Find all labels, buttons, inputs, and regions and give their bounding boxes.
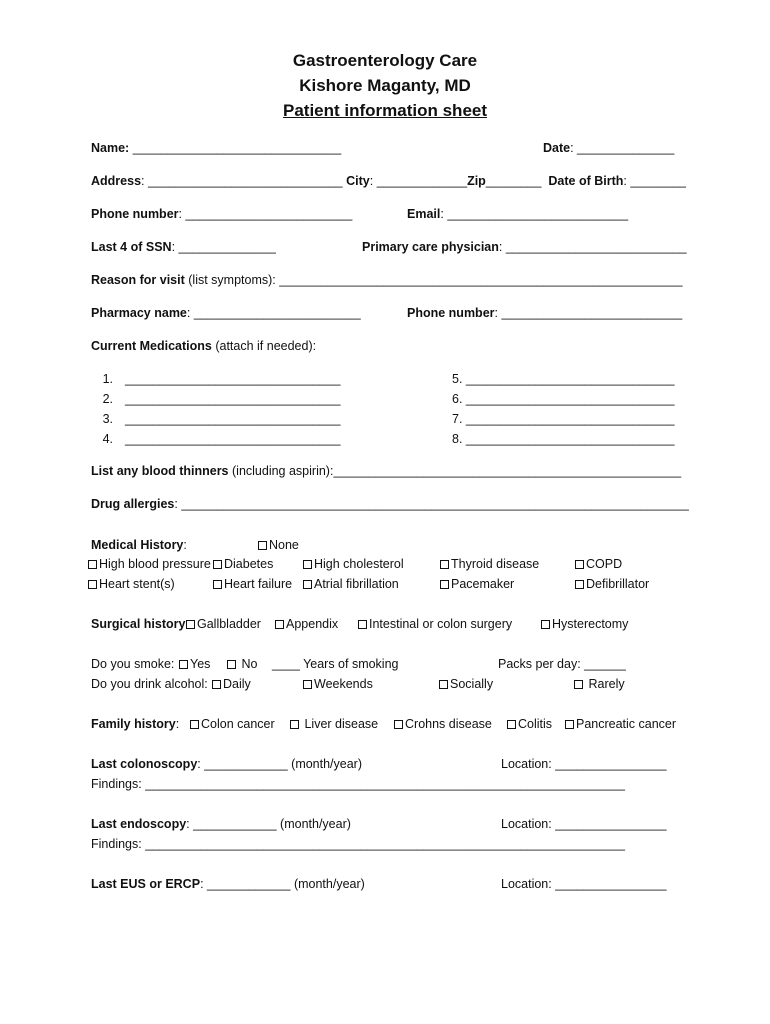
surgical-history-label: Surgical history (91, 617, 186, 631)
pcp-field[interactable]: Primary care physician: __________________________ (362, 240, 687, 254)
family-crohns-disease[interactable]: Crohns disease (394, 716, 492, 732)
eus-ercp-location-field[interactable]: Location: ________________ (501, 877, 667, 891)
colonoscopy-field[interactable]: Last colonoscopy: ____________ (month/year) (91, 757, 363, 771)
medical-heart-stents[interactable]: Heart stent(s) (88, 576, 175, 592)
city-label: City (346, 174, 370, 188)
date-field[interactable]: Date: ______________ (543, 141, 675, 155)
medication-line-5[interactable]: 5. ______________________________ (452, 372, 675, 386)
checkbox-icon[interactable] (541, 620, 550, 629)
checkbox-icon[interactable] (88, 560, 97, 569)
drug-allergies-label: Drug allergies (91, 497, 175, 511)
checkbox-icon[interactable] (227, 660, 236, 669)
drink-socially-checkbox[interactable]: Socially (439, 676, 493, 692)
reason-field[interactable]: Reason for visit (list symptoms): __________________________________________________________ (91, 273, 683, 287)
colonoscopy-location-field[interactable]: Location: ________________ (501, 757, 667, 771)
checkbox-icon[interactable] (258, 541, 267, 550)
checkbox-icon[interactable] (358, 620, 367, 629)
medications-label: Current Medications (91, 339, 212, 353)
drink-weekends-checkbox[interactable]: Weekends (303, 676, 373, 692)
medications-heading (91, 338, 316, 354)
medication-line-3[interactable]: 3. _______________________________ (102, 412, 341, 426)
medical-defibrillator[interactable]: Defibrillator (575, 576, 649, 592)
checkbox-icon[interactable] (507, 720, 516, 729)
checkbox-icon[interactable] (565, 720, 574, 729)
medication-line-7[interactable]: 7. ______________________________ (452, 412, 675, 426)
medication-line-6[interactable]: 6. ______________________________ (452, 392, 675, 406)
drug-allergies-input-line[interactable]: _________________________________________________________________________ (181, 497, 689, 511)
eus-ercp-label: Last EUS or ERCP (91, 877, 201, 891)
pharmacy-input-line[interactable]: ________________________ (193, 306, 361, 320)
endoscopy-field[interactable]: Last endoscopy: ____________ (month/year) (91, 817, 351, 831)
email-input-line[interactable]: __________________________ (447, 207, 629, 221)
endoscopy-label: Last endoscopy (91, 817, 187, 831)
checkbox-icon[interactable] (186, 620, 195, 629)
medical-high-cholesterol[interactable]: High cholesterol (303, 556, 404, 572)
medical-thyroid-disease[interactable]: Thyroid disease (440, 556, 539, 572)
endoscopy-location-field[interactable]: Location: ________________ (501, 817, 667, 831)
reason-input-line[interactable]: __________________________________________________________ (279, 273, 683, 287)
medical-none-checkbox[interactable]: None (258, 537, 299, 553)
email-label: Email (407, 207, 441, 221)
blood-thinners-label: List any blood thinners (91, 464, 229, 478)
name-field[interactable]: Name: ______________________________ (91, 141, 342, 155)
checkbox-icon[interactable] (213, 560, 222, 569)
zip-label: Zip (467, 174, 486, 188)
checkbox-icon[interactable] (190, 720, 199, 729)
pharmacy-field[interactable]: Pharmacy name: ________________________ (91, 306, 361, 320)
family-liver-disease[interactable]: Liver disease (290, 716, 378, 732)
smoke-label: Do you smoke: (91, 657, 175, 671)
family-colitis[interactable]: Colitis (507, 716, 552, 732)
drink-label: Do you drink alcohol: (91, 677, 208, 691)
dob-input-line[interactable]: ________ (630, 174, 686, 188)
smoke-yes-checkbox[interactable]: Yes (179, 656, 210, 672)
pcp-input-line[interactable]: __________________________ (505, 240, 687, 254)
dob-label: Date of Birth (548, 174, 624, 188)
name-input-line[interactable]: ______________________________ (132, 141, 342, 155)
blood-thinners-note: (including aspirin): (232, 464, 334, 478)
checkbox-icon[interactable] (303, 680, 312, 689)
doctor-name: Kishore Maganty, MD (299, 76, 471, 95)
family-history-label: Family history: (91, 717, 180, 731)
blood-thinners-input-line[interactable]: __________________________________________________ (333, 464, 682, 478)
pharmacy-label: Pharmacy name (91, 306, 187, 320)
phone-label: Phone number (91, 207, 179, 221)
surgical-gallbladder[interactable]: Gallbladder (186, 616, 261, 632)
drug-allergies-field[interactable]: Drug allergies: _________________________________________________________________________ (91, 497, 689, 511)
checkbox-icon[interactable] (290, 720, 299, 729)
medical-pacemaker[interactable]: Pacemaker (440, 576, 514, 592)
pcp-label: Primary care physician (362, 240, 499, 254)
blood-thinners-field[interactable] (91, 463, 681, 479)
checkbox-icon[interactable] (213, 580, 222, 589)
family-colon-cancer[interactable]: Colon cancer (190, 716, 275, 732)
medical-copd[interactable]: COPD (575, 556, 622, 572)
pharmacy-phone-label: Phone number (407, 306, 495, 320)
medical-history-label: Medical History: (91, 538, 187, 552)
smoke-no-checkbox[interactable]: No (227, 656, 257, 672)
zip-input-line[interactable]: ________ (485, 174, 542, 188)
colonoscopy-findings-field[interactable]: Findings: _____________________________________________________________________ (91, 777, 625, 791)
pharmacy-phone-input-line[interactable]: __________________________ (501, 306, 683, 320)
medications-note: (attach if needed): (215, 339, 317, 353)
medical-heart-failure[interactable]: Heart failure (213, 576, 292, 592)
checkbox-icon[interactable] (212, 680, 221, 689)
medical-atrial-fibrillation[interactable]: Atrial fibrillation (303, 576, 399, 592)
reason-label: Reason for visit (91, 273, 185, 287)
surgical-hysterectomy[interactable]: Hysterectomy (541, 616, 628, 632)
checkbox-icon[interactable] (303, 560, 312, 569)
family-pancreatic-cancer[interactable]: Pancreatic cancer (565, 716, 676, 732)
clinic-name: Gastroenterology Care (292, 51, 478, 70)
pharmacy-phone-field[interactable]: Phone number: __________________________ (407, 306, 683, 320)
packs-per-day-field[interactable]: Packs per day: ______ (498, 657, 626, 671)
drink-daily-checkbox[interactable]: Daily (212, 676, 251, 692)
checkbox-icon[interactable] (394, 720, 403, 729)
medical-high-blood-pressure[interactable]: High blood pressure (88, 556, 211, 572)
date-label: Date (543, 141, 571, 155)
medication-line-4[interactable]: 4. _______________________________ (102, 432, 341, 446)
checkbox-icon[interactable] (439, 680, 448, 689)
checkbox-icon[interactable] (88, 580, 97, 589)
phone-input-line[interactable]: ________________________ (185, 207, 353, 221)
colonoscopy-label: Last colonoscopy (91, 757, 198, 771)
drink-rarely-checkbox[interactable]: Rarely (574, 676, 625, 692)
medication-line-8[interactable]: 8. ______________________________ (452, 432, 675, 446)
years-smoking-field[interactable]: ____ Years of smoking (272, 657, 399, 671)
checkbox-icon[interactable] (179, 660, 188, 669)
ssn-field[interactable]: Last 4 of SSN: ______________ (91, 240, 276, 254)
surgical-appendix[interactable]: Appendix (275, 616, 338, 632)
checkbox-icon[interactable] (303, 580, 312, 589)
endoscopy-findings-field[interactable]: Findings: _____________________________________________________________________ (91, 837, 625, 851)
address-label: Address (91, 174, 142, 188)
reason-note: (list symptoms) (188, 273, 273, 287)
medication-line-1[interactable]: 1. _______________________________ (102, 372, 341, 386)
checkbox-icon[interactable] (574, 680, 583, 689)
date-input-line[interactable]: ______________ (577, 141, 675, 155)
city-input-line[interactable]: _____________ (376, 174, 468, 188)
medication-line-2[interactable]: 2. _______________________________ (102, 392, 341, 406)
checkbox-icon[interactable] (275, 620, 284, 629)
ssn-input-line[interactable]: ______________ (178, 240, 276, 254)
checkbox-icon[interactable] (440, 560, 449, 569)
address-field[interactable]: Address: ____________________________ City: _____________Zip________ Date of Birth: ________ (91, 174, 686, 188)
medical-diabetes[interactable]: Diabetes (213, 556, 273, 572)
checkbox-icon[interactable] (575, 560, 584, 569)
sheet-title: Patient information sheet (282, 101, 488, 120)
checkbox-icon[interactable] (575, 580, 584, 589)
address-input-line[interactable]: ____________________________ (147, 174, 343, 188)
surgical-intestinal-colon[interactable]: Intestinal or colon surgery (358, 616, 512, 632)
checkbox-icon[interactable] (440, 580, 449, 589)
eus-ercp-field[interactable]: Last EUS or ERCP: ____________ (month/year) (91, 877, 365, 891)
phone-field[interactable]: Phone number: ________________________ (91, 207, 353, 221)
email-field[interactable]: Email: __________________________ (407, 207, 629, 221)
ssn-label: Last 4 of SSN (91, 240, 172, 254)
name-label: Name (91, 141, 126, 155)
